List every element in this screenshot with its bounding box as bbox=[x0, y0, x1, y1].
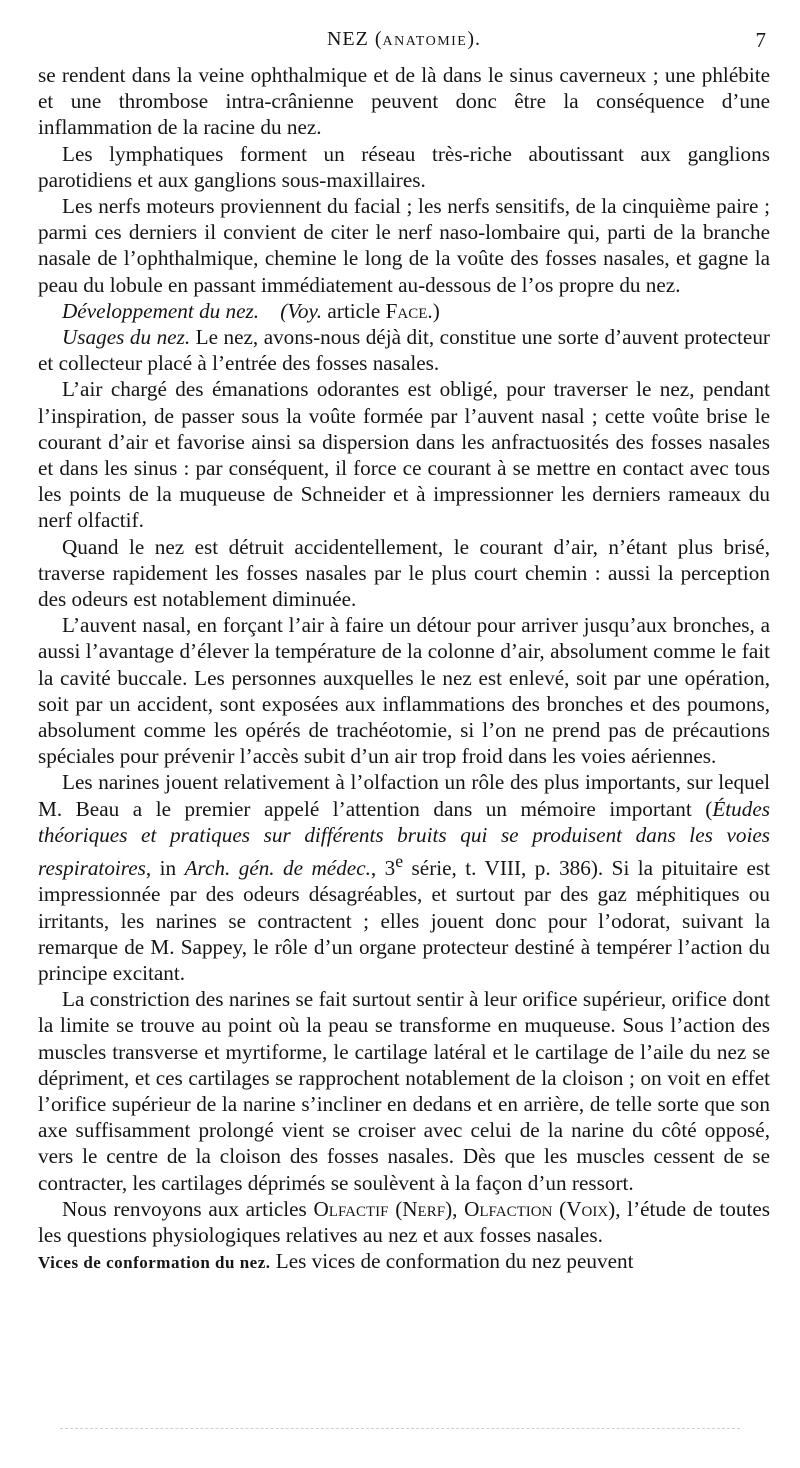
paragraph-veins: se rendent dans la veine ophthalmique et de là dans le sinus caverneux ; une phlébite et une thrombose intra-crânienne peuvent donc être la conséquence d’une inflammation de la racine du nez. bbox=[38, 63, 770, 140]
development-heading: Développement du nez. bbox=[62, 298, 260, 323]
nostrils-text-a: Les narines jouent relativement à l’olfaction un rôle des plus importants, sur lequel M. Beau a le premier appelé l’attention dans un mémoire important ( bbox=[38, 770, 770, 821]
body-text bbox=[38, 62, 770, 1276]
cited-work-title: Études théoriques et pratiques sur différents bruits qui se produisent dans les voies respiratoires bbox=[38, 796, 770, 881]
malformations-text: Les vices de conformation du nez peuvent bbox=[270, 1249, 634, 1274]
paragraph-constriction: La constriction des narines se fait surtout sentir à leur orifice supérieur, orifice dont la limite se trouve au point où la peau se transforme en muqueuse. Sous l’action des muscles transverse et myrtiforme, le cartilage latéral et le cartilage de l’aile du nez se dépriment, et ces cartilages se rapprochent notablement de la cloison ; on voit en effet l’orifice supérieur de la narine s’incliner en dedans et en arrière, de telle sorte que son axe suffisamment prolongé vient se croiser avec celui de la narine du côté opposé, vers le centre de la cloison des fosses nasales. Dès que les muscles cessent de se contracter, les cartilages déprimés se soulèvent à la façon d’un ressort. bbox=[38, 987, 770, 1195]
cited-journal: Arch. gén. de médec. bbox=[184, 856, 371, 881]
references-text-b: ( bbox=[388, 1196, 403, 1221]
running-title-close: ). bbox=[467, 28, 482, 50]
paragraph-nostrils bbox=[38, 769, 770, 986]
running-header bbox=[38, 28, 770, 58]
nostrils-text-f: série, t. VIII, p. 386). Si la pituitaire est impressionnée par des odeurs désagréables, et surtout par des gaz méphitiques ou irritants, les narines se contractent ; elles jouent donc pour l’odorat, suivant la remarque de M. Sappey, le rôle d’un organe protecteur destiné à tempérer l’action du principe excitant. bbox=[38, 856, 770, 985]
paragraph-uses bbox=[38, 324, 770, 376]
voy-ref: (Voy. bbox=[280, 298, 323, 323]
nostrils-text-e: , 3 bbox=[370, 856, 396, 881]
development-text: article bbox=[322, 298, 386, 323]
series-superscript: e bbox=[395, 851, 404, 872]
running-title bbox=[38, 28, 770, 51]
paragraph-development bbox=[38, 298, 770, 324]
paragraph-references bbox=[38, 1196, 770, 1248]
paragraph-nerves: Les nerfs moteurs proviennent du facial ; les nerfs sensitifs, de la cinquième paire ; parmi ces derniers il convient de citer le nerf naso-lombaire qui, parti de la branche nasale de l’ophthalmique, chemine le long de la voûte des fosses nasales, et gagne la peau du lobule en passant immédiatement au-dessous de l’os propre du nez. bbox=[38, 194, 770, 297]
paragraph-lymphatics: Les lymphatiques forment un réseau très-riche aboutissant aux ganglions parotidiens et aux ganglions sous-maxillaires. bbox=[38, 141, 770, 192]
olfactif-ref: Olfactif bbox=[313, 1196, 389, 1221]
paragraph-air-flow: L’air chargé des émanations odorantes est obligé, pour traverser le nez, pendant l’inspiration, de passer sous la voûte formée par l’auvent nasal ; cette voûte brise le courant d’air et favorise ainsi sa dispersion dans les anfractuosités des fosses nasales et dans les sinus : par conséquent, il force ce courant à se mettre en contact avec tous les points de la muqueuse de Schneider et à impressionner les derniers rameaux du nerf olfactif. bbox=[38, 377, 770, 533]
references-text-d: ( bbox=[552, 1196, 567, 1221]
voix-ref: Voix bbox=[566, 1196, 609, 1221]
paragraph-malformations bbox=[38, 1248, 770, 1276]
references-text-a: Nous renvoyons aux articles bbox=[62, 1196, 314, 1221]
uses-heading: Usages du nez. bbox=[62, 325, 191, 350]
bottom-bleed-line bbox=[60, 1428, 740, 1429]
references-text-c: ), bbox=[445, 1196, 465, 1221]
nostrils-text-c: , in bbox=[145, 856, 185, 881]
uses-text: Le nez, avons-nous déjà dit, constitue une sorte d’auvent protecteur et collecteur placé à l’entrée des fosses nasales. bbox=[38, 325, 770, 376]
malformations-heading: Vices de conformation du nez. bbox=[38, 1253, 271, 1273]
references-text-e: ), l’étude de toutes les questions physiologiques relatives au nez et aux fosses nasales. bbox=[38, 1196, 770, 1247]
olfaction-ref: Olfaction bbox=[464, 1196, 553, 1221]
page-number: 7 bbox=[755, 28, 766, 52]
paragraph-nasal-awning: L’auvent nasal, en forçant l’air à faire un détour pour arriver jusqu’aux bronches, a aussi l’avantage d’élever la température de la colonne d’air, absolument comme le fait la cavité buccale. Les personnes auxquelles le nez est enlevé, soit par une opération, soit par un accident, sont exposées aux inflammations des bronches et des poumons, absolument comme les opérés de trachéotomie, si l’on ne prend pas de précautions spéciales pour prévenir l’accès subit d’un air trop froid dans les voies aériennes. bbox=[38, 613, 770, 769]
running-title-main: NEZ ( bbox=[326, 28, 383, 50]
nerf-ref: Nerf bbox=[402, 1196, 446, 1221]
paragraph-destroyed-nose: Quand le nez est détruit accidentellement, le courant d’air, n’étant plus brisé, traverse rapidement les fosses nasales par le plus court chemin : aussi la perception des odeurs est notablement diminuée. bbox=[38, 534, 770, 612]
development-close: .) bbox=[427, 298, 440, 323]
face-ref: Face bbox=[385, 298, 428, 323]
running-title-sub: ANATOMIE bbox=[382, 34, 468, 49]
